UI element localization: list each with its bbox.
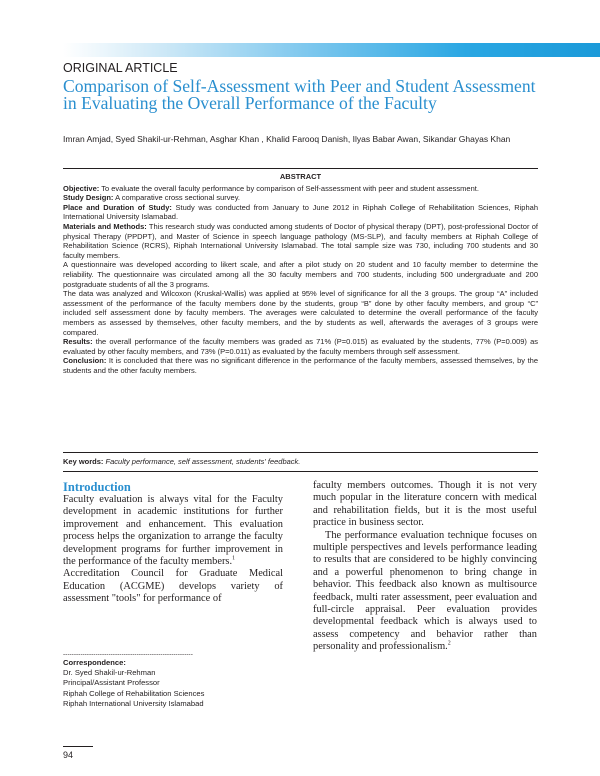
- results-label: Results:: [63, 337, 93, 347]
- abstract-place: [63, 203, 538, 222]
- abstract-methods-2: A questionnaire was developed according to likert scale, and after a pilot study on 20 student and 10 faculty member to determine the reliability. The questionnaire was circulated among all the 30 faculty members and 700 students, including 500 undergraduate and 200 postgraduate students of all the 3 programs.: [63, 260, 538, 289]
- abstract-section: [63, 172, 538, 375]
- body-right-column: [313, 480, 537, 654]
- results-text: the overall performance of the faculty members was graded as 71% (P=0.015) as evaluated by the students, 77% (P=0.009) as evaluated by other faculty members, and 73% (P=0.011) as evaluated by the faculty members through self assessment.: [63, 337, 538, 356]
- author-list: Imran Amjad, Syed Shakil-ur-Rehman, Asghar Khan , Khalid Farooq Danish, Ilyas Babar Awan, Sikandar Ghayas Khan: [63, 134, 511, 144]
- body-left-column: [63, 480, 283, 606]
- correspondence-institution: Riphah College of Rehabilitation Sciences: [63, 688, 205, 698]
- keywords-top-rule: [63, 452, 538, 453]
- design-text: A comparative cross sectional survey.: [115, 193, 241, 203]
- page-number: 94: [63, 750, 74, 760]
- objective-text: To evaluate the overall faculty performance by comparison of Self-assessment with peer and student assessment.: [101, 183, 479, 193]
- citation-ref-2: 2: [447, 640, 451, 647]
- conclusion-label: Conclusion:: [63, 356, 107, 366]
- conclusion-text: It is concluded that there was no significant difference in the performance of the faculty members, assessed themselves, by the students and the other faculty members.: [63, 356, 538, 375]
- place-label: Place and Duration of Study:: [63, 202, 172, 212]
- abstract-heading: ABSTRACT: [279, 172, 322, 181]
- abstract-methods: [63, 222, 538, 260]
- methods-text-1: This research study was conducted among students of Doctor of physical therapy (DPT), post-professional Doctor of physical Therapy (PPDPT), and Master of Science in speech language pathology (MS-SLP), and faculty members at Riphah College of Rehabilitation Science (RCRS), Riphah International University Islamabad. The total sample size was 730, including 700 students and 30 faculty members.: [63, 221, 538, 260]
- abstract-objective: [63, 184, 538, 194]
- abstract-conclusion: [63, 356, 538, 375]
- article-title: Comparison of Self-Assessment with Peer and Student Assessment in Evaluating the Overall Performance of the Faculty: [63, 76, 536, 113]
- design-label: Study Design:: [63, 193, 114, 203]
- correspondence-block: [63, 651, 293, 709]
- correspondence-university: Riphah International University Islamabad: [63, 698, 204, 708]
- abstract-design: [63, 193, 538, 203]
- footer-rule: [63, 746, 93, 747]
- correspondence-name: Dr. Syed Shakil-ur-Rehman: [63, 668, 156, 678]
- intro-paragraph-1-text: Faculty evaluation is always vital for the Faculty development in academic institutions for further improvement and enhancement. This evaluation process helps the organization to arrange the faculty development programs for further improvement in the performance of the faculty members.: [63, 494, 283, 568]
- intro-paragraph-2: Accreditation Council for Graduate Medical Education (ACGME) develops variety of assessment "tools" for performance of: [63, 568, 283, 605]
- right-paragraph-2-text: The performance evaluation technique focuses on multiple perspectives and levels performance leading to results that are considered to be highly convincing and a powerful phenomenon to bring change in behavior. This feedback also known as multisource feedback, multi rater assessment, peer evaluation and full-circle appraisal. Peer evaluation provides developmental feedback which is always used to assess competency and behavior rather than personality and professionalism.: [313, 529, 537, 653]
- methods-label: Materials and Methods:: [63, 221, 147, 231]
- right-paragraph-2: [313, 530, 537, 654]
- abstract-results: [63, 337, 538, 356]
- abstract-methods-3: The data was analyzed and Wilcoxon (Kruskal-Wallis) was applied at 95% level of significance for all the 3 groups. The group “A” included assessment of the performance of the faculty members done by the students, group “B” done by other faculty members, and group “C” included self assessment done by faculty members. The averages were calculated to determine the overall performance of the faculty members as assessed by themselves, other faculty members, and the by students as well, afterwards the averages of 3 groups were compared.: [63, 289, 538, 337]
- header-color-bar: [63, 43, 600, 57]
- correspondence-label: Correspondence:: [63, 658, 126, 667]
- citation-ref-1: 1: [232, 555, 236, 562]
- place-text: Study was conducted from January to June 2012 in Riphah College of Rehabilitation Sciences, Riphah International University Islamabad.: [63, 202, 538, 222]
- keywords-bottom-rule: [63, 471, 538, 472]
- intro-paragraph-1: [63, 494, 283, 568]
- objective-label: Objective:: [63, 183, 100, 193]
- article-type-label: ORIGINAL ARTICLE: [63, 61, 178, 75]
- right-paragraph-1: faculty members outcomes. Though it is not very much popular in the literature concern with medical and rehabilitation fields, but it is the most useful practice in business sector.: [313, 480, 537, 529]
- keywords-line: [63, 457, 538, 466]
- introduction-heading: Introduction: [63, 480, 131, 494]
- keywords-label: Key words:: [63, 457, 104, 466]
- abstract-top-rule: [63, 168, 538, 169]
- correspondence-position: Principal/Assistant Professor: [63, 678, 160, 688]
- keywords-text: Faculty performance, self assessment, students' feedback.: [105, 457, 301, 466]
- correspondence-divider: ------------------------------------------------------------: [63, 651, 193, 658]
